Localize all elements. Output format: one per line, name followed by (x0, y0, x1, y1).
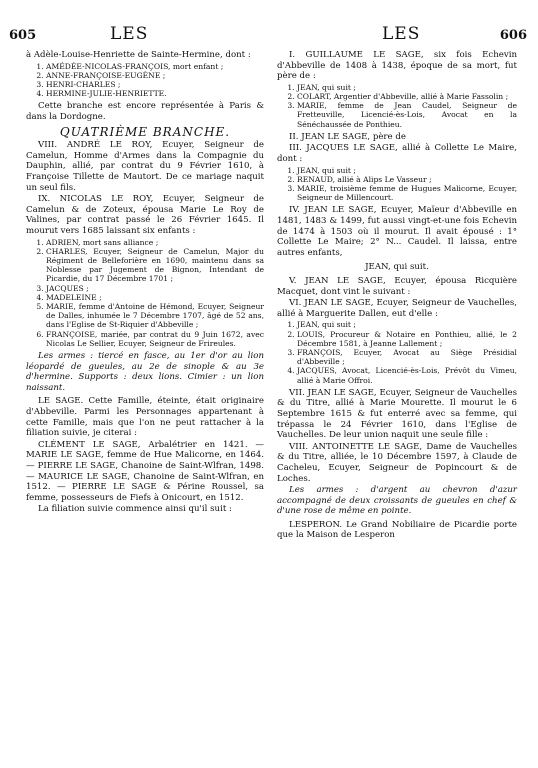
paragraph: VI. JEAN LE SAGE, Ecuyer, Seigneur de Vauchelles, allié à Marguerite Dallen, eut d'elle : (277, 298, 517, 319)
children-list (277, 320, 517, 384)
list-item: 1. JEAN, qui suit ; (297, 166, 517, 175)
paragraph: La filiation suivie commence ainsi qu'il suit : (38, 504, 232, 515)
paragraph: à Adèle-Louise-Henriette de Sainte-Hermine, dont : (26, 50, 251, 60)
paragraph: III. JACQUES LE SAGE, allié à Collette Le Maire, dont : (277, 143, 517, 164)
paragraph: LESPERON. Le Grand Nobiliaire de Picardie porte que la Maison de Lesperon (277, 519, 517, 541)
left-column (26, 50, 264, 516)
children-list (26, 238, 264, 348)
right-running-head: LES (382, 24, 421, 44)
list-item: 3. JACQUES ; (46, 284, 264, 293)
list-item: 5. MARIE, femme d'Antoine de Hémond, Ecuyer, Seigneur de Dalles, inhumée le 7 Décembre 1707, âgé de 52 ans, dans l'Eglise de St-Riquier d'Abbeville ; (46, 302, 264, 330)
list-item: 2. COLART, Argentier d'Abbeville, allié à Marie Fassolin ; (297, 92, 517, 101)
children-list (277, 166, 517, 203)
list-item: 6. FRANÇOISE, mariée, par contrat du 9 Juin 1672, avec Nicolas Le Sellier, Ecuyer, Seigneur de Frireules. (46, 330, 264, 348)
arms-paragraph: Les armes : tiercé en fasce, au 1er d'or au lion léopardé de gueules, au 2e de sinople & au 3e d'hermine. Supports : deux lions. Cimier : un lion naissant. (26, 350, 264, 393)
list-item: 4. HERMINE-JULIE-HENRIETTE. (46, 89, 264, 98)
section-title: QUATRIÈME BRANCHE. (59, 124, 231, 139)
list-item: 1. JEAN, qui suit ; (297, 320, 517, 329)
paragraph: I. GUILLAUME LE SAGE, six fois Echevin d'Abbeville de 1408 à 1438, époque de sa mort, fut père de : (277, 50, 517, 82)
paragraph: VIII. ANTOINETTE LE SAGE, Dame de Vauchelles & du Titre, alliée, le 10 Décembre 1597, à Claude de Cacheleu, Ecuyer, Seigneur de Popincourt & de Loches. (277, 441, 517, 484)
left-running-head: LES (110, 24, 149, 44)
list-item: 2. LOUIS, Procureur & Notaire en Ponthieu, allié, le 2 Décembre 1581, à Jeanne Lallement ; (297, 330, 517, 348)
right-page-number: 606 (499, 28, 527, 43)
right-column (277, 50, 517, 542)
list-item: 3. MARIE, femme de Jean Caudel, Seigneur de Fretteuville, Licencié-ès-Lois, Avocat en la Sénéchaussée de Ponthieu. (297, 101, 517, 129)
paragraph: II. JEAN LE SAGE, père de (289, 131, 406, 142)
paragraph: VII. JEAN LE SAGE, Ecuyer, Seigneur de Vauchelles & du Titre, allié à Marie Mourette. Il mourut le 6 Septembre 1615 & fut enterré avec sa femme, qui trépassa le 24 Février 1610, dans l'Eglise de Vauchelles. De leur union naquit une seule fille : (277, 387, 517, 441)
arms-paragraph: Les armes : d'argent au chevron d'azur accompagné de deux croissants de gueules en chef & d'une rose de même en pointe. (277, 485, 517, 517)
list-item: 3. MARIE, troisième femme de Hugues Malicorne, Ecuyer, Seigneur de Millencourt. (297, 184, 517, 202)
paragraph: V. JEAN LE SAGE, Ecuyer, épousa Ricquière Macquet, dont vint le suivant : (277, 275, 517, 297)
list-item: 4. JACQUES, Avocat, Licencié-ès-Lois, Prévôt du Vimeu, allié à Marie Offroi. (297, 366, 517, 384)
list-item: 4. MADELEINE ; (46, 293, 264, 302)
list-item: 1. ADRIEN, mort sans alliance ; (46, 238, 264, 247)
paragraph: IV. JEAN LE SAGE, Ecuyer, Maïeur d'Abbeville en 1481, 1483 & 1499, fut aussi vingt-et-une fois Echevin de 1474 à 1503 où il mourut. Il avait épousé : 1° Collette Le Maire; 2° N... Caudel. Il laissa, entre autres enfants, (277, 205, 517, 258)
paragraph: CLÉMENT LE SAGE, Arbalétrier en 1421. — MARIE LE SAGE, femme de Hue Malicorne, en 1464. — PIERRE LE SAGE, Chanoine de Saint-Wlfran, 1498. — MAURICE LE SAGE, Chanoine de Saint-Wlfran, en 1512. — PIERRE LE SAGE & Périne Roussel, sa femme, possesseurs de Fiefs à Onicourt, en 1512. (26, 439, 264, 503)
list-item: 3. FRANÇOIS, Ecuyer, Avocat au Siège Présidial d'Abbeville ; (297, 348, 517, 366)
children-list (277, 83, 517, 129)
paragraph: Cette branche est encore représentée à Paris & dans la Dordogne. (26, 101, 264, 122)
paragraph: JEAN, qui suit. (365, 262, 429, 273)
paragraph: VIII. ANDRÉ LE ROY, Ecuyer, Seigneur de Camelun, Homme d'Armes dans la Compagnie du Dauphin, allié, par contrat du 9 Février 1610, à Françoise Tillette de Mautort. De ce mariage naquit un seul fils. (26, 140, 264, 193)
list-item: 3. HENRI-CHARLES ; (46, 80, 264, 89)
children-list (26, 62, 264, 99)
list-item: 1. AMÉDÉE-NICOLAS-FRANÇOIS, mort enfant ; (46, 62, 264, 71)
paragraph: LE SAGE. Cette Famille, éteinte, était originaire d'Abbeville. Parmi les Personnages appartenant à cette Famille, mais que l'on ne peut rattacher à la filiation suivie, je citerai : (26, 396, 264, 439)
list-item: 2. RENAUD, allié à Alips Le Vasseur ; (297, 175, 517, 184)
list-item: 2. CHARLES, Ecuyer, Seigneur de Camelun, Major du Régiment de Belleforière en 1690, maintenu dans sa Noblesse par Jugement de Bignon, Intendant de Picardie, du 17 Décembre 1701 ; (46, 247, 264, 284)
list-item: 2. ANNE-FRANÇOISE-EUGÈNE ; (46, 71, 264, 80)
left-page-number: 605 (9, 28, 37, 43)
list-item: 1. JEAN, qui suit ; (297, 83, 517, 92)
paragraph: IX. NICOLAS LE ROY, Ecuyer, Seigneur de Camelun & de Zoteux, épousa Marie Le Roy de Valines, par contrat passé le 26 Février 1645. Il mourut vers 1685 laissant six enfants : (26, 194, 264, 236)
